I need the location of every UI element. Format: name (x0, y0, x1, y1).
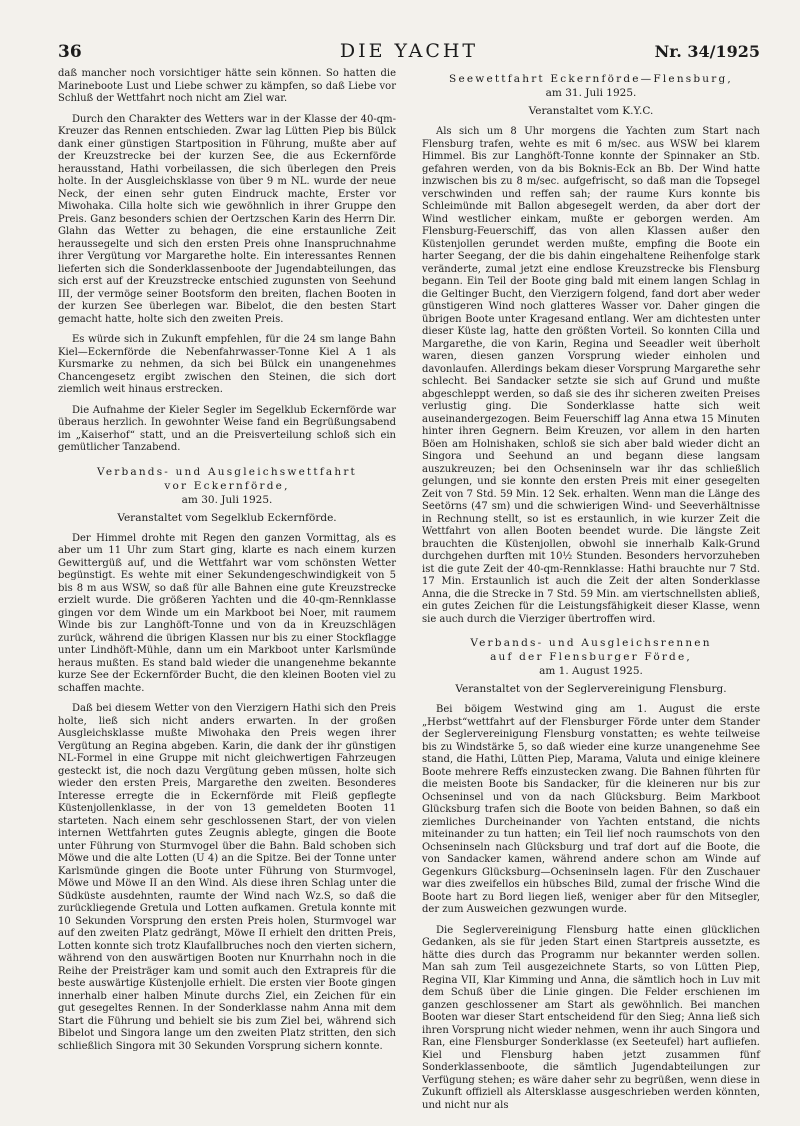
paragraph: Die Aufnahme der Kieler Segler im Segelklub Eckernförde war überaus herzlich. In gewohnter Weise fand ein Begrüßungsabend im „Kaiserhof“ statt, und an die Preisverteilung schloß sich ein gemütlicher Tanzabend. (58, 404, 396, 453)
paragraph: Als sich um 8 Uhr morgens die Yachten zum Start nach Flensburg trafen, wehte es mit 6 m/sec. aus WSW bei klarem Himmel. Bis zur Langhöft-Tonne konnte der Spinnaker an Stb. gefahren werden, von da bis Boknis-Eck an Bb. Der Wind hatte inzwischen bis zu 8 m/sec. aufgefrischt, so daß man die Topsegel verschwinden und reffen sah; der raume Kurs konnte bis Schleimünde mit Ballon abgesegelt werden, da aber dort der Wind westlicher einkam, mußte er geborgen werden. Am Flensburg-Feuerschiff, das von allen Klassen außer den Küstenjollen gerundet werden mußte, empfing die Boote ein harter Seegang, der die bis dahin eingehaltene Reihenfolge stark veränderte, zumal jetzt eine endlose Kreuzstrecke bis Flensburg begann. Ein Teil der Boote ging bald mit einem langen Schlag in die Geltinger Bucht, den Vierzigern folgend, fand dort aber weder günstigeren Wind noch glatteres Wasser vor. Daher gingen die übrigen Boote unter Kragesand entlang. Wer am dichtesten unter dieser Küste lag, hatte den größten Vorteil. So konnten Cilla und Margarethe, die von Karin, Regina und Seeadler weit überholt waren, diesen ganzen Vorsprung wieder einholen und davonlaufen. Allerdings bekam dieser Vorsprung Margarethe sehr schlecht. Bei Sandacker setzte sie sich auf Grund und mußte abgeschleppt werden, so daß sie des ihr sicheren zweiten Preises verlustig ging. Die Sonderklasse hatte sich weit auseinandergezogen. Beim Feuerschiff lag Anna etwa 15 Minuten hinter ihren Gegnern. Beim Kreuzen, vor allem in den harten Böen am Holnishaken, schloß sie sich aber bald wieder dicht an Singora und Seehund an und begann diese langsam auszukreuzen; bei den Ochseninseln war ihr das schließlich gelungen, und sie konnte den ersten Preis mit einer gesegelten Zeit von 7 Std. 59 Min. 12 Sek. erhalten. Wenn man die Länge des Seetörns (47 sm) und die schwierigen Wind- und Seeverhältnisse in Rechnung stellt, so ist es erstaunlich, in wie kurzer Zeit die Wettfahrt von allen Booten beendet wurde. Die längste Zeit brauchten die Küstenjollen, obwohl sie innerhalb Kalk-Grund durchgehen durften mit 10½ Stunden. Besonders hervorzuheben ist die gute Zeit der 40-qm-Rennklasse: Hathi brauchte nur 7 Std. 17 Min. Erstaunlich ist auch die Zeit der alten Sonderklasse Anna, die die Strecke in 7 Std. 59 Min. am viertschnellsten abließ, ein gutes Zeichen für die Leistungsfähigkeit dieser Klasse, wenn sie auch durch die Vierziger übertroffen wird. (422, 126, 760, 625)
paragraph: Die Seglervereinigung Flensburg hatte einen glücklichen Gedanken, als sie für jeden Start einen Startpreis aussetzte, es hätte dies durch das Programm nur bekannter werden sollen. Man sah zum Teil ausgezeichnete Starts, so von Lütten Piep, Regina VII, Klar Kimming und Anna, die sämtlich hoch in Luv mit dem Schuß über die Linie gingen. Die Felder erschienen im ganzen geschlossener am Start als gewöhnlich. Bei manchen Booten war dieser Start entscheidend für den Sieg; Anna ließ sich ihren Vorsprung nicht wieder nehmen, wenn ihr auch Singora und Ran, eine Flensburger Sonderklasse (ex Seeteufel) hart aufliefen. Kiel und Flensburg haben jetzt zusammen fünf Sonderklassenboote, die sämtlich Jugendabteilungen zur Verfügung stehen; es wäre daher sehr zu begrüßen, wenn diese in Zukunft offiziell als Altersklasse ausgeschrieben werden könnten, und nicht nur als (422, 924, 760, 1111)
section-date: am 30. Juli 1925. (181, 493, 273, 506)
section-title-line2: auf der Flensburger Förde, (490, 651, 692, 663)
paragraph: Daß bei diesem Wetter von den Vierzigern Hathi sich den Preis holte, ließ sich nicht anders erwarten. In der großen Ausgleichsklasse mußte Miwohaka den Preis wegen ihrer Vergütung an Regina abgeben. Karin, die dank der ihr günstigen NL-Formel in eine Gruppe mit nicht gleichwertigen Fahrzeugen gesteckt ist, die noch dazu Vergütung geben müssen, holte sich wieder den ersten Preis, Margarethe den zweiten. Besonderes Interesse erregte die in Eckernförde mit Fleiß gepflegte Küstenjollenklasse, in der von 13 gemeldeten Booten 11 starteten. Nach einem sehr geschlossenen Start, der von vielen internen Wettfahrten gutes Zeugnis ablegte, gingen die Boote unter Führung von Sturmvogel über die Bahn. Bald schoben sich Möwe und die alte Lotten (U 4) an die Spitze. Bei der Tonne unter Karlsmünde gingen die Boote unter Führung von Sturmvogel, Möwe und Möwe II an den Wind. Als diese ihren Schlag unter die Südküste ausdehnten, raumte der Wind nach Wz.S, so daß die zurückliegende Gretula und Lotten aufkamen. Gretula konnte mit 10 Sekunden Vorsprung den ersten Preis holen, Sturmvogel war auf den zweiten Platz gedrängt, Möwe II erhielt den dritten Preis, Lotten konnte sich trotz Klaufallbruches noch den vierten sichern, während von den auswärtigen Booten nur Knurrhahn noch in die Reihe der Preisträger kam und somit auch den Extrapreis für die beste auswärtige Küstenjolle erhielt. Die ersten vier Boote gingen innerhalb einer halben Minute durchs Ziel, ein Zeichen für ein gut gesegeltes Rennen. In der Sonderklasse nahm Anna mit dem Start die Führung und behielt sie bis zum Ziel bei, während sich Bibelot und Singora lange um den zweiten Platz stritten, den sich schließlich Singora mit 30 Sekunden Vorsprung sichern konnte. (58, 703, 396, 1052)
paragraph: Der Himmel drohte mit Regen den ganzen Vormittag, als es aber um 11 Uhr zum Start ging, klarte es nach einem kurzen Gewittergüß auf, und die Wettfahrt war vom schönsten Wetter begünstigt. Es wehte mit einer Sekundengeschwindigkeit von 5 bis 8 m aus WSW, so daß für alle Bahnen eine gute Kreuzstrecke erzielt wurde. Die größeren Yachten und die 40-qm-Rennklasse gingen vor dem Winde um ein Markboot bei Noer, mit raumem Winde bis zur Langhöft-Tonne und von da in Kreuzschlägen zurück, während die übrigen Klassen nur bis zu einer Stockflagge unter Lindhöft-Mühle, dann um ein Markboot unter Karlsmünde heraus mußten. Es stand bald wieder die unangenehme bekannte kurze See der Eckernförder Bucht, die den kleinen Booten viel zu schaffen machte. (58, 532, 396, 694)
page-header (58, 36, 760, 66)
section-organizer: Veranstaltet vom K.Y.C. (528, 105, 654, 117)
section-title: Verbands- und Ausgleichswettfahrt (97, 465, 357, 478)
magazine-title: DIE YACHT (339, 40, 479, 62)
section-organizer: Veranstaltet vom Segelklub Eckernförde. (117, 511, 337, 524)
section-organizer: Veranstaltet von der Seglervereinigung Flensburg. (455, 683, 727, 695)
paragraph: Durch den Charakter des Wetters war in der Klasse der 40-qm-Kreuzer das Rennen entschieden. Zwar lag Lütten Piep bis Bülck dank einer günstigen Startposition in Führung, mußte aber auf der Kreuzstrecke bei der kurzen See, die aus Eckernförde herausstand, Hathi vorbeilassen, die sich überlegen den Preis holte. In der Ausgleichsklasse von über 9 m NL. wurde der neue Neck, der einen sehr guten Eindruck machte, Erster vor Miwohaka. Cilla holte sich wie gewöhnlich in ihrer Gruppe den Preis. Ganz besonders schien der Oertzschen Karin des Herrn Dir. Glahn das Wetter zu behagen, die eine erstaunliche Zeit heraussegelte und sich den ersten Preis ohne Inanspruchnahme ihrer Vergütung vor Margarethe holte. Ein interessantes Rennen lieferten sich die Sonderklassenboote der Jugendabteilungen, das sich erst auf der Kreuzstrecke entschied zugunsten von Seehund III, der vermöge seiner Bootsform den breiten, flachen Booten in der kurzen See überlegen war. Bibelot, die den besten Start gemacht hatte, holte sich den zweiten Preis. (58, 113, 396, 325)
page-number: 36 (58, 42, 82, 62)
section-title: Verbands- und Ausgleichsrennen (470, 637, 712, 649)
paragraph: Es würde sich in Zukunft empfehlen, für die 24 sm lange Bahn Kiel—Eckernförde die Nebenfahrwasser-Tonne Kiel A 1 als Kursmarke zu nehmen, da sich bei Bülck ein unangenehmes Chancengesetz ergibt zwischen den Steinen, die sich dort ziemlich weit hinaus erstrecken. (58, 334, 396, 395)
section-date: am 1. August 1925. (539, 665, 643, 677)
right-column (422, 68, 760, 1120)
left-column (58, 68, 396, 1120)
section-date: am 31. Juli 1925. (545, 87, 637, 99)
section-title: Seewettfahrt Eckernförde—Flensburg, (449, 73, 733, 85)
section-title-line2: vor Eckernförde, (164, 479, 290, 492)
issue-number: Nr. 34/1925 (654, 42, 760, 61)
paragraph: daß mancher noch vorsichtiger hätte sein können. So hatten die Marineboote Lust und Liebe schwer zu kämpfen, so daß Liebe vor Schluß der Wettfahrt noch nicht am Ziel war. (58, 68, 396, 104)
article-columns (58, 68, 760, 1120)
paragraph: Bei böigem Westwind ging am 1. August die erste „Herbst“wettfahrt auf der Flensburger Förde unter dem Stander der Seglervereinigung Flensburg vonstatten; es wehte teilweise bis zu Windstärke 5, so daß wieder eine kurze unangenehme See stand, die Hathi, Lütten Piep, Marama, Valuta und einige kleinere Boote mehrere Reffs einzustecken zwang. Die Bahnen führten für die meisten Boote bis Sandacker, für die kleineren nur bis zur Ochseninsel und von da nach Glücksburg. Beim Markboot Glücksburg trafen sich die Boote von beiden Bahnen, so daß ein ziemliches Durcheinander von Yachten entstand, die nichts miteinander zu tun hatten; ein Teil lief noch raumschots von den Ochseninseln nach Glücksburg und traf dort auf die Boote, die von Sandacker kamen, während andere schon am Winde auf Gegenkurs Glücksburg—Ochseninseln lagen. Für den Zuschauer war dies zweifellos ein hübsches Bild, zumal der frische Wind die Boote hart zu Bord liegen ließ, weniger aber für den Mitsegler, der zum Ausweichen gezwungen wurde. (422, 704, 760, 915)
